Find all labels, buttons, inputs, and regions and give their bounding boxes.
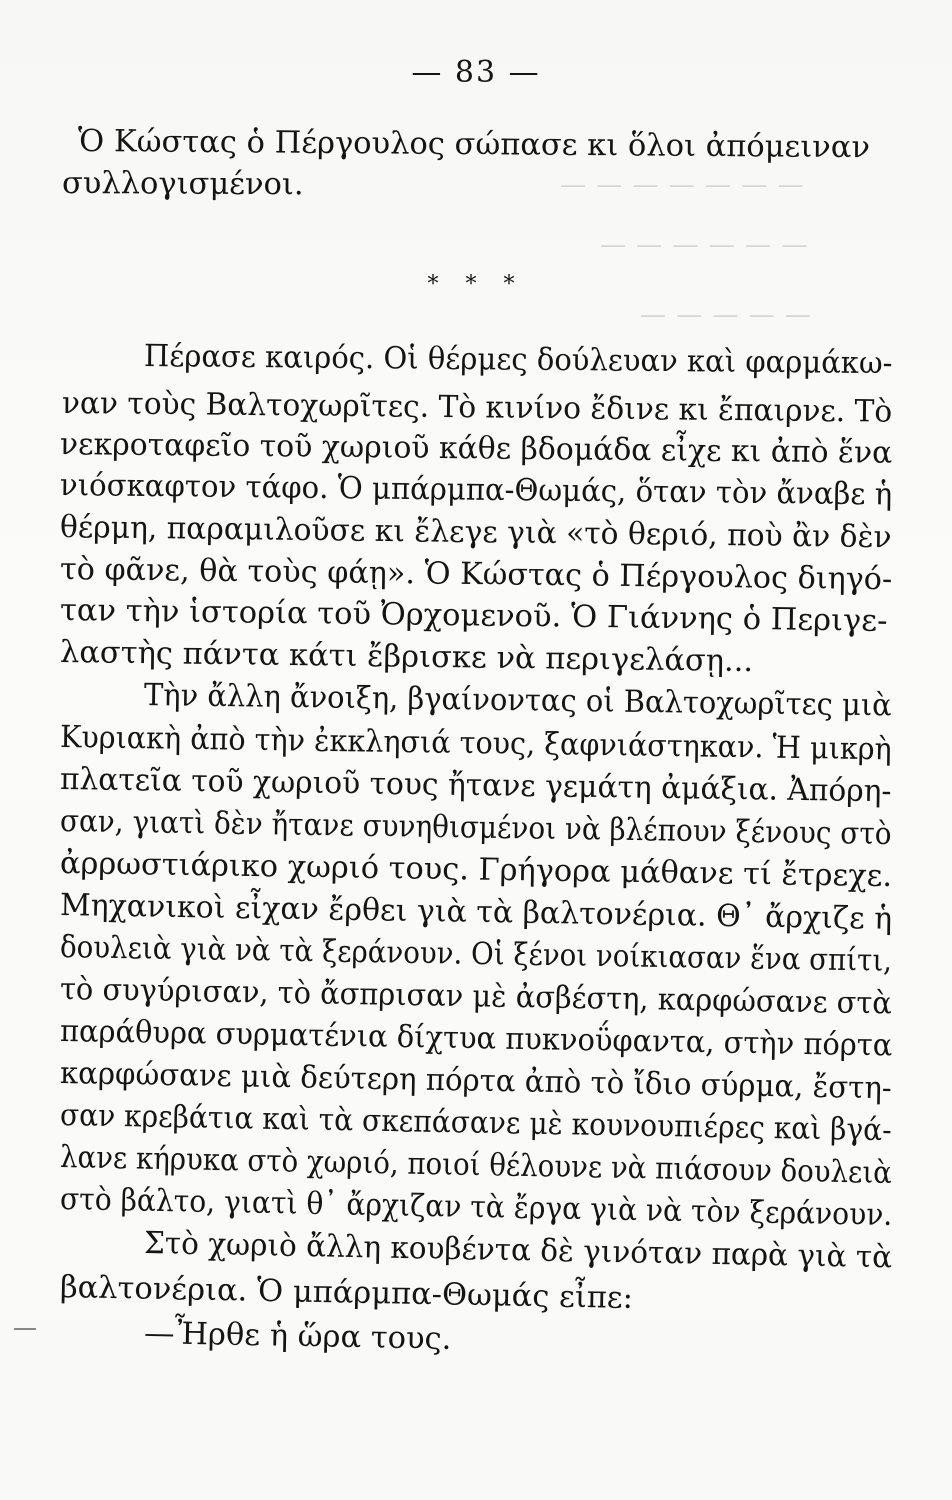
page-number: — 83 —: [411, 55, 541, 90]
text-line: δουλειὰ γιὰ νὰ τὰ ξεράνουν. Οἱ ξένοι νοίκιασαν ἕνα σπίτι,: [59, 930, 893, 979]
show-through-texture: — — — — —: [640, 300, 813, 330]
show-through-texture: — — — — — — —: [560, 170, 805, 200]
text-line: Πέρασε καιρός. Οἱ θέρμες δούλευαν καὶ φαρμάκω-: [143, 339, 893, 382]
text-line: λαστὴς πάντα κάτι ἔβρισκε νὰ περιγελάσῃ...: [59, 635, 754, 680]
text-line: συλλογισμένοι.: [61, 166, 304, 203]
text-line: τὸ φᾶνε, θὰ τοὺς φάῃ». Ὁ Κώστας ὁ Πέργουλος διηγό-: [59, 552, 893, 598]
text-line: νεκροταφεῖο τοῦ χωριοῦ κάθε βδομάδα εἶχε κι ἀπὸ ἕνα: [59, 427, 893, 471]
text-line: σαν, γιατὶ δὲν ἤτανε συνηθισμένοι νὰ βλέπουν ξένους στὸ: [59, 804, 892, 853]
text-line: σαν κρεβάτια καὶ τὰ σκεπάσανε μὲ κουνουπιέρες καὶ βγά-: [59, 1098, 893, 1149]
show-through-texture: — — — — — —: [600, 230, 809, 260]
text-line: καρφώσανε μιὰ δεύτερη πόρτα ἀπὸ τὸ ἴδιο σύρμα, ἔστη-: [59, 1056, 893, 1107]
text-line: —Ἦρθε ἡ ὥρα τους.: [143, 1316, 452, 1357]
text-line: λανε κήρυκα στὸ χωριό, ποιοί θέλουνε νὰ πιάσουν δουλειὰ: [59, 1140, 893, 1191]
section-separator: * * *: [427, 272, 525, 297]
text-line: Μηχανικοὶ εἶχαν ἔρθει γιὰ τὰ βαλτονέρια. Θ᾿ ἄρχιζε ἡ: [59, 888, 893, 937]
text-line: Τὴν ἄλλη ἄνοιξη, βγαίνοντας οἱ Βαλτοχωρῖτες μιὰ: [143, 678, 892, 724]
text-line: νιόσκαφτον τάφο. Ὁ μπάρμπα-Θωμάς, ὅταν τὸν ἄναβε ἡ: [59, 468, 893, 513]
text-line: παράθυρα συρματένια δίχτυα πυκνοΰφαντα, στὴν πόρτα: [59, 1014, 893, 1064]
text-line: ναν τοὺς Βαλτοχωρῖτες. Τὸ κινίνο ἔδινε κι ἔπαιρνε. Τὸ: [61, 386, 893, 430]
text-line: ταν τὴν ἱστορία τοῦ Ὀρχομενοῦ. Ὁ Γιάννης ὁ Περιγε-: [59, 593, 888, 639]
text-line: βαλτονέρια. Ὁ μπάρμπα-Θωμάς εἶπε:: [59, 1270, 634, 1316]
text-line: ἀρρωστιάρικο χωριό τους. Γρήγορα μάθανε τί ἔτρεχε.: [59, 846, 893, 895]
margin-mark: [14, 1328, 36, 1330]
text-line: Ὁ Κώστας ὁ Πέργουλος σώπασε κι ὅλοι ἀπόμειναν: [77, 124, 871, 166]
text-line: στὸ βάλτο, γιατὶ θ᾿ ἄρχιζαν τὰ ἔργα γιὰ νὰ τὸν ξεράνουν.: [59, 1182, 893, 1233]
text-line: πλατεῖα τοῦ χωριοῦ τους ἤτανε γεμάτη ἀμάξια. Ἀπόρη-: [59, 762, 892, 810]
text-line: Κυριακὴ ἀπὸ τὴν ἐκκλησιά τους, ξαφνιάστηκαν. Ἡ μικρὴ: [59, 720, 892, 768]
text-line: τὸ συγύρισαν, τὸ ἄσπρισαν μὲ ἀσβέστη, καρφώσανε στὰ: [59, 972, 893, 1022]
text-line: θέρμη, παραμιλοῦσε κι ἔλεγε γιὰ «τὸ θεριό, ποὺ ἂν δὲν: [59, 510, 892, 556]
text-line: Στὸ χωριὸ ἄλλη κουβέντα δὲ γινόταν παρὰ γιὰ τὰ: [143, 1226, 893, 1276]
